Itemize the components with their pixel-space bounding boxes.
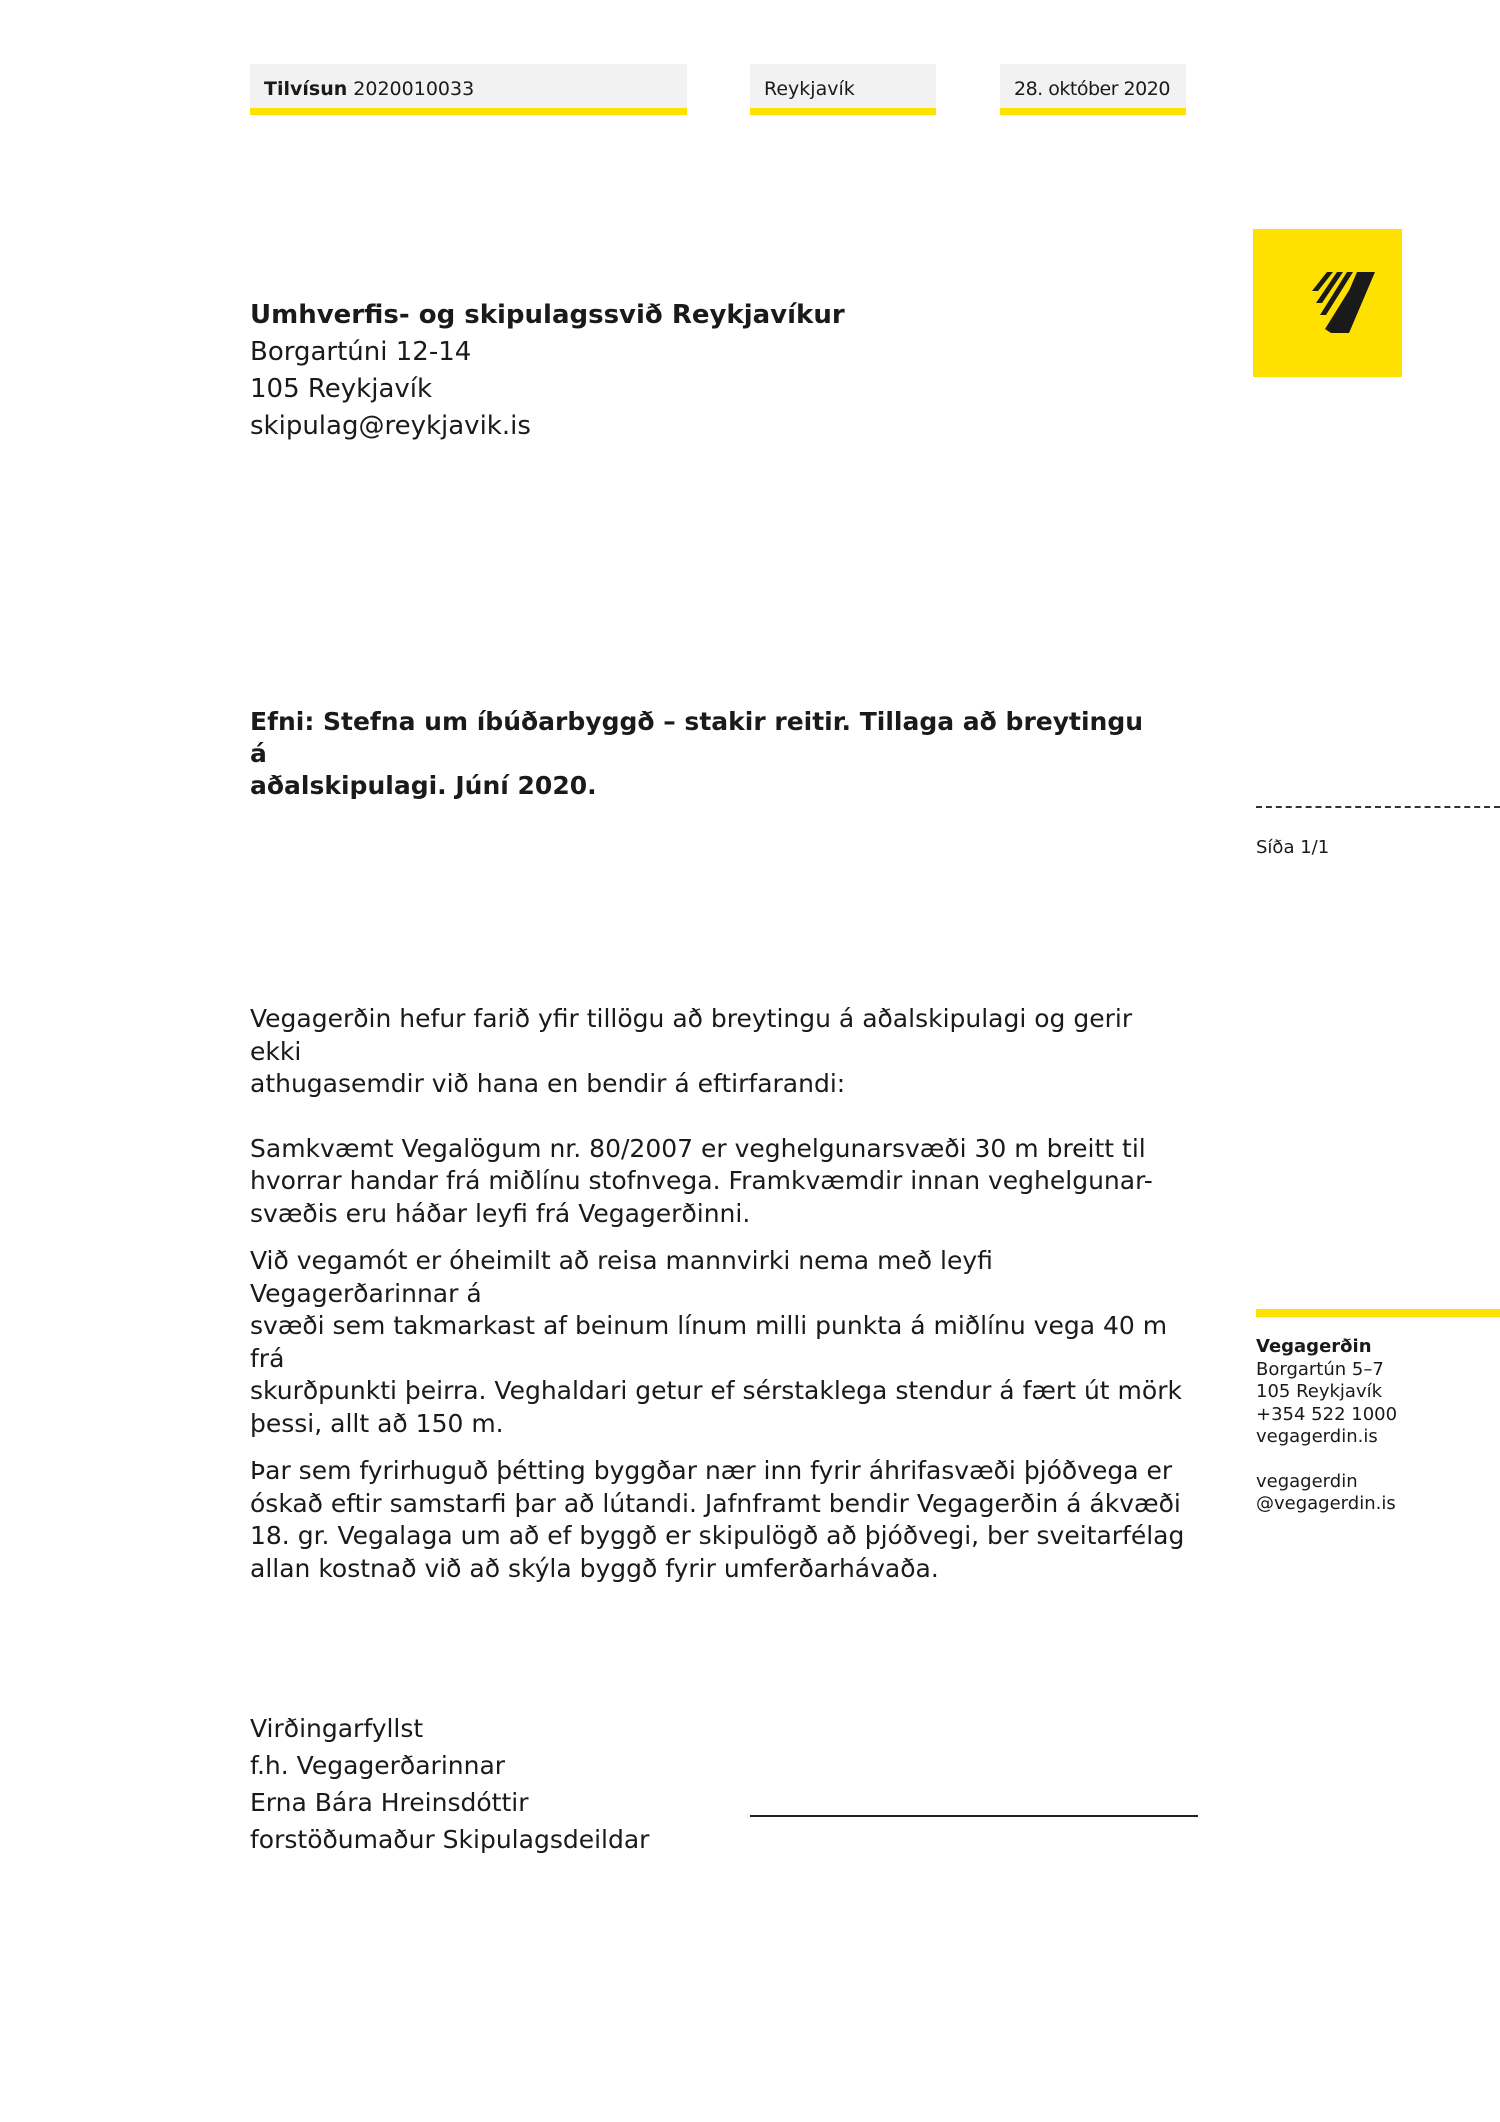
p2-line: Samkvæmt Vegalögum nr. 80/2007 er veghelgunarsvæði 30 m breitt til (250, 1133, 1146, 1163)
sender-social-2: @vegagerdin.is (1256, 1493, 1396, 1514)
paragraph-4 (250, 1455, 1190, 1585)
p3-line: svæði sem takmarkast af beinum línum milli punkta á miðlínu vega 40 m frá (250, 1311, 1168, 1373)
reference-label: Tilvísun (264, 78, 348, 100)
sender-social-1: vegagerdin (1256, 1470, 1358, 1492)
recipient-street: Borgartúni 12-14 (250, 337, 472, 367)
p2-line: hvorrar handar frá miðlínu stofnvega. Framkvæmdir innan veghelgunar- (250, 1166, 1153, 1195)
signer-name: Erna Bára Hreinsdóttir (250, 1788, 529, 1817)
p4-line: óskað eftir samstarfi þar að lútandi. Jafnframt bendir Vegagerðin á ákvæði (250, 1488, 1181, 1518)
page-divider (1256, 806, 1500, 808)
recipient-postal: 105 Reykjavík (250, 374, 433, 404)
closing-block (250, 1710, 649, 1858)
contact-accent-bar (1256, 1309, 1500, 1317)
subject (250, 706, 1150, 802)
signature-line (750, 1815, 1198, 1817)
on-behalf: f.h. Vegagerðarinnar (250, 1751, 506, 1780)
subject-line-2: aðalskipulagi. Júní 2020. (250, 771, 597, 800)
subject-line-1: Efni: Stefna um íbúðarbyggð – stakir reitir. Tillaga að breytingu á (250, 707, 1144, 768)
p3-line: skurðpunkti þeirra. Veghaldari getur ef sérstaklega stendur á fært út mörk (250, 1376, 1182, 1405)
p4-line: Þar sem fyrirhuguð þétting byggðar nær inn fyrir áhrifasvæði þjóðvega er (250, 1456, 1173, 1485)
page-number: Síða 1/1 (1256, 837, 1330, 858)
salutation: Virðingarfyllst (250, 1714, 424, 1743)
reference-number: 2020010033 (353, 78, 475, 100)
date-box (1000, 64, 1186, 115)
recipient-address (250, 297, 845, 445)
sender-phone: +354 522 1000 (1256, 1403, 1398, 1425)
p4-line: allan kostnað við að skýla byggð fyrir umferðarhávaða. (250, 1553, 939, 1583)
sender-street: Borgartún 5–7 (1256, 1358, 1384, 1380)
sender-name: Vegagerðin (1256, 1336, 1372, 1357)
p3-line: þessi, allt að 150 m. (250, 1408, 504, 1438)
paragraph-2 (250, 1133, 1190, 1231)
paragraph-1 (250, 1003, 1190, 1101)
p4-line: 18. gr. Vegalaga um að ef byggð er skipulögð að þjóðvegi, ber sveitarfélag (250, 1521, 1185, 1550)
city: Reykjavík (764, 78, 855, 100)
city-box (750, 64, 936, 115)
paragraph-3 (250, 1245, 1190, 1440)
sender-postal: 105 Reykjavík (1256, 1381, 1383, 1402)
vegagerdin-logo-icon (1253, 229, 1402, 377)
p2-line: svæðis eru háðar leyfi frá Vegagerðinni. (250, 1198, 751, 1228)
recipient-email: skipulag@reykjavik.is (250, 411, 531, 441)
sender-contact (1256, 1336, 1397, 1516)
date: 28. október 2020 (1014, 78, 1170, 100)
sender-website: vegagerdin.is (1256, 1426, 1378, 1447)
recipient-name: Umhverfis- og skipulagssvið Reykjavíkur (250, 300, 845, 330)
letter-body (250, 1003, 1190, 1585)
reference-box (250, 64, 687, 115)
p1-line: Vegagerðin hefur farið yfir tillögu að breytingu á aðalskipulagi og gerir ekki (250, 1004, 1133, 1066)
p1-line: athugasemdir við hana en bendir á eftirfarandi: (250, 1069, 846, 1098)
p3-line: Við vegamót er óheimilt að reisa mannvirki nema með leyfi Vegagerðarinnar á (250, 1246, 993, 1308)
signer-title: forstöðumaður Skipulagsdeildar (250, 1825, 650, 1854)
